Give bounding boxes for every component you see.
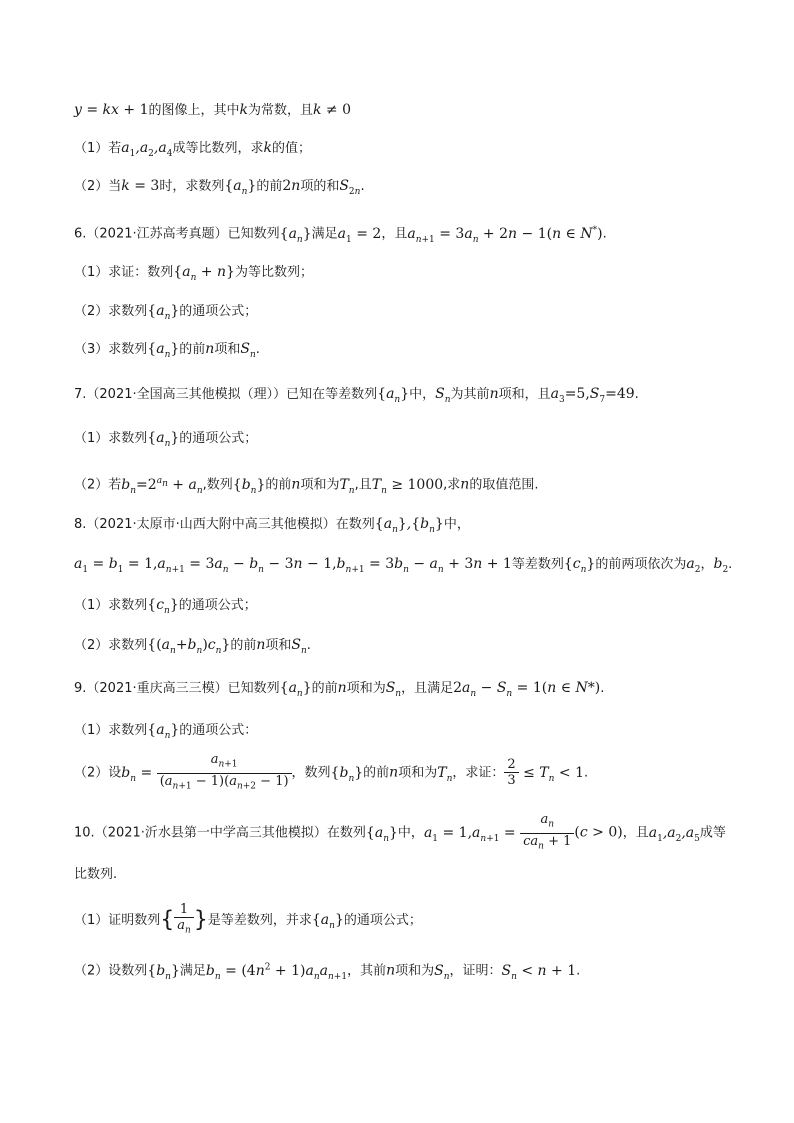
- math: $\{a_n\}$: [224, 178, 257, 197]
- q7-part-2: [74, 472, 538, 499]
- text: ，证明：: [449, 963, 502, 979]
- text: 项和为: [398, 765, 438, 781]
- math: $S_n$: [385, 680, 402, 699]
- text: 的前: [311, 681, 338, 696]
- text: 的前: [256, 179, 283, 194]
- text: 等差数列: [511, 557, 564, 572]
- math: $\{a_n\},\{b_n\}$: [374, 516, 444, 535]
- math: $S_n$: [435, 386, 451, 405]
- q8-stem-cont: $a_1 = b_1 = 1,a_{n+1} = 3a_n - b_n - 3n - 1,b_{n+1} = 3b_n - a_n + 3n + 1$等差数列$\{c_n\}$的前两项依次为$a_2$，$b_2$.: [74, 556, 733, 575]
- text: ，且: [381, 226, 408, 242]
- text: （2）设: [74, 765, 122, 781]
- q6-part-3: （3）求数列$\{a_n\}$的前n项和$S_n$.: [74, 341, 260, 360]
- text: ，且满足: [401, 681, 454, 696]
- text: 项和: [214, 342, 241, 357]
- text: 项的和: [300, 179, 340, 194]
- math: $b_n=2^{a_n} + a_n$: [121, 476, 203, 496]
- math: $b_n = (4n^2 + 1)a_na_{n+1}$: [205, 962, 348, 982]
- text: 成等比数列，求: [172, 141, 264, 156]
- text: 已知数列: [227, 226, 280, 242]
- q10-part-1: （1）证明数列{ $\frac{1}{a_n}$ }是等差数列，并求$\{a_n\}$的通项公式；: [74, 898, 422, 948]
- text: （2）若: [74, 477, 122, 493]
- text: 项和为: [346, 681, 386, 696]
- text: 的通项公式：: [179, 723, 258, 738]
- math: $\{a_n\}$: [311, 912, 344, 931]
- q6-stem: 6.（2021·江苏高考真题）已知数列$\{a_n\}$满足$a_1 = 2$，且$a_{n+1} = 3a_n + 2n - 1(n$ ∈ N*).: [74, 225, 607, 245]
- text: 在数列: [335, 517, 375, 532]
- math: k: [263, 140, 272, 156]
- fraction: $\frac{2}{3}$: [504, 757, 518, 789]
- text: 项和为: [395, 963, 435, 979]
- math: $\{c_n\}$: [147, 597, 179, 616]
- question-number: 8.: [74, 517, 87, 532]
- text: 时，求数列: [159, 179, 225, 194]
- question-number: 7.: [74, 387, 87, 402]
- text: ,求: [443, 477, 461, 493]
- math: n: [489, 386, 499, 402]
- q5-continuation: [74, 101, 351, 120]
- math: $T_n$: [339, 476, 355, 496]
- text: 项和为: [300, 477, 340, 493]
- q9-part-1: [74, 721, 257, 745]
- math: $T_n$: [437, 764, 453, 784]
- math: n: [337, 680, 347, 696]
- text: 是等差数列，并求: [207, 913, 312, 928]
- q10-part-2: （2）设数列$\{b_n\}$满足$b_n = (4n^2 + 1)a_na_{n+1}$，其前n项和为$S_n$，证明：$S_n < n + 1$.: [74, 962, 581, 982]
- text: 为其前: [450, 387, 490, 402]
- math: $a_1 = b_1 = 1,a_{n+1} = 3a_n - b_n - 3n - 1,b_{n+1} = 3b_n - a_n + 3n + 1$: [74, 556, 512, 575]
- text: 的前: [230, 638, 257, 653]
- q5-part-1: [74, 139, 311, 163]
- math: $S_n$: [434, 962, 450, 982]
- text: （1）求数列: [74, 598, 148, 613]
- math: $a_2$: [686, 556, 701, 575]
- math: $\{a_n\}$: [279, 680, 312, 699]
- text: ,数列: [202, 477, 233, 493]
- question-number: 10.: [74, 825, 95, 841]
- math: $\{a_n\}$: [377, 386, 410, 405]
- math: $T_n \ge 1000$: [371, 476, 444, 496]
- text: 的值；: [271, 141, 311, 156]
- text: ，数列: [291, 765, 331, 781]
- text: 为等比数列；: [234, 265, 313, 280]
- text: （2）求数列: [74, 638, 148, 653]
- text: 中，: [443, 517, 470, 532]
- math: n: [389, 764, 399, 781]
- math: $S_n$: [240, 341, 256, 360]
- text: （1）求数列: [74, 723, 148, 738]
- text: （3）求数列: [74, 342, 148, 357]
- question-number: 6.: [74, 226, 87, 242]
- text: （2）设数列: [74, 963, 148, 979]
- math: n: [386, 962, 396, 979]
- text: 的前: [179, 342, 206, 357]
- text: 比数列.: [74, 867, 118, 882]
- text: 的通项公式；: [178, 598, 257, 613]
- q9-part-2: （2）设$b_n$ = $\frac{a_{n+1}}{(a_{n+1} - 1)(a_{n+2} - 1)}$ ，数列$\{b_n\}$的前n项和为$T_n$，求证： $\frac{2}{3}$ ≤ $T_n < 1$.: [74, 752, 588, 797]
- text: 已知在等差数列: [286, 387, 378, 402]
- math: $a_{n+1} = 3a_n + 2n - 1(n$ ∈ N*): [407, 225, 603, 245]
- q10-stem-cont: [74, 866, 117, 884]
- math: $\{a_n\}$: [147, 303, 180, 322]
- math: (c > 0): [574, 824, 623, 841]
- text: （1）若: [74, 141, 122, 156]
- text: ,且: [354, 477, 372, 493]
- math: $a_1,a_2,a_4$: [121, 140, 173, 159]
- math: $\{a_n\}$: [147, 722, 180, 741]
- math: k: [239, 102, 248, 118]
- text: （2）求数列: [74, 304, 148, 319]
- text: 在数列: [326, 825, 366, 841]
- question-number: 9.: [74, 681, 87, 696]
- text: （1）证明数列: [74, 913, 161, 928]
- math: ≤ $T_n < 1$: [518, 764, 584, 784]
- text: 为常数，且: [247, 103, 313, 118]
- text: 满足: [179, 963, 206, 979]
- q7-stem: 7.（2021·全国高三其他模拟（理））已知在等差数列$\{a_n\}$中，$S_n$为其前n项和，且$a_3=5,S_7=49$.: [74, 386, 639, 405]
- text: 项和，且: [498, 387, 551, 402]
- text: 的前: [363, 765, 390, 781]
- math: $S_n$: [291, 637, 307, 656]
- q6-part-1: [74, 263, 313, 287]
- math: $\{c_n\}$: [563, 556, 596, 575]
- math: $\{b_n\}$: [232, 476, 266, 496]
- q8-part-2: （2）求数列$\{(a_n+b_n)c_n\}$的前n项和$S_n$.: [74, 637, 311, 656]
- math: $a_3=5,S_7=49$: [550, 386, 635, 405]
- math: $\{a_n + n\}$: [173, 264, 235, 283]
- math: 2n: [282, 178, 301, 194]
- math: $\{a_n\}$: [365, 824, 398, 844]
- q7-part-1: [74, 429, 257, 453]
- text: （1）求数列: [74, 431, 148, 446]
- math: k ≠ 0: [313, 102, 352, 118]
- math: $\{a_n\}$: [147, 341, 180, 360]
- math: $S_n < n + 1$: [501, 962, 577, 982]
- q9-stem: 9.（2021·重庆高三三模）已知数列$\{a_n\}$的前n项和为$S_n$，且满足$2a_n - S_n = 1(n$ ∈ N*).: [74, 680, 605, 699]
- text: ，求证：: [452, 765, 505, 781]
- math: n: [256, 637, 266, 653]
- text: 项和: [265, 638, 292, 653]
- math: n: [460, 476, 470, 493]
- q8-stem: [74, 515, 470, 539]
- question-source: （2021·太原市·山西大附中高三其他模拟）: [86, 517, 336, 532]
- math: $b_n$ =: [121, 764, 157, 784]
- text: 中，: [397, 825, 424, 841]
- math: $\{b_n\}$: [147, 962, 180, 982]
- text: 成等: [699, 825, 726, 841]
- text: 的前: [265, 477, 292, 493]
- fraction: $\frac{a_{n+1}}{(a_{n+1} - 1)(a_{n+2} - 1)}$: [157, 752, 292, 794]
- math: $\{a_n\}$: [147, 430, 180, 449]
- q8-part-1: [74, 596, 257, 620]
- fraction: $\frac{1}{a_n}$: [174, 902, 194, 939]
- math: $a_1 = 1,a_{n+1}$ =: [423, 824, 521, 844]
- math: n: [205, 341, 215, 357]
- math: y = kx + 1: [74, 102, 149, 118]
- text: 的通项公式；: [179, 431, 258, 446]
- text: 的取值范围.: [469, 477, 539, 493]
- math: $a_1 = 2$: [337, 225, 382, 245]
- math: n: [291, 476, 301, 493]
- question-source: （2021·江苏高考真题）: [86, 226, 228, 242]
- text: ，其前: [347, 963, 387, 979]
- question-source: （2021·重庆高三三模）: [86, 681, 228, 696]
- text: 已知数列: [227, 681, 280, 696]
- math: $a_1,a_2,a_5$: [648, 824, 700, 844]
- text: 中，: [409, 387, 436, 402]
- text: 的前两项依次为: [595, 557, 687, 572]
- text: 的通项公式；: [343, 913, 422, 928]
- text: ，且: [622, 825, 649, 841]
- math: k = 3: [121, 178, 160, 194]
- math: $S_{2n}$: [339, 178, 361, 197]
- text: 的通项公式；: [179, 304, 258, 319]
- question-source: （2021·沂水县第一中学高三其他模拟）: [94, 825, 327, 841]
- q10-stem: [74, 812, 726, 856]
- q6-part-2: [74, 302, 257, 326]
- math: $\{a_n\}$: [279, 225, 312, 245]
- fraction: $\frac{a_n}{ca_n + 1}$: [520, 812, 574, 854]
- math: $\{(a_n+b_n)c_n\}$: [147, 637, 231, 656]
- question-source: （2021·全国高三其他模拟（理））: [86, 387, 287, 402]
- math: $2a_n - S_n = 1(n$ ∈ N*): [453, 680, 601, 699]
- text: （1）求证：数列: [74, 265, 174, 280]
- math: $\{b_n\}$: [330, 764, 364, 784]
- q5-part-2: （2）当k = 3时，求数列$\{a_n\}$的前2n项的和$S_{2n}$.: [74, 178, 365, 197]
- math: $b_2$: [713, 556, 729, 575]
- text: 满足: [311, 226, 338, 242]
- text: （2）当: [74, 179, 122, 194]
- text: 的图像上，其中: [148, 103, 240, 118]
